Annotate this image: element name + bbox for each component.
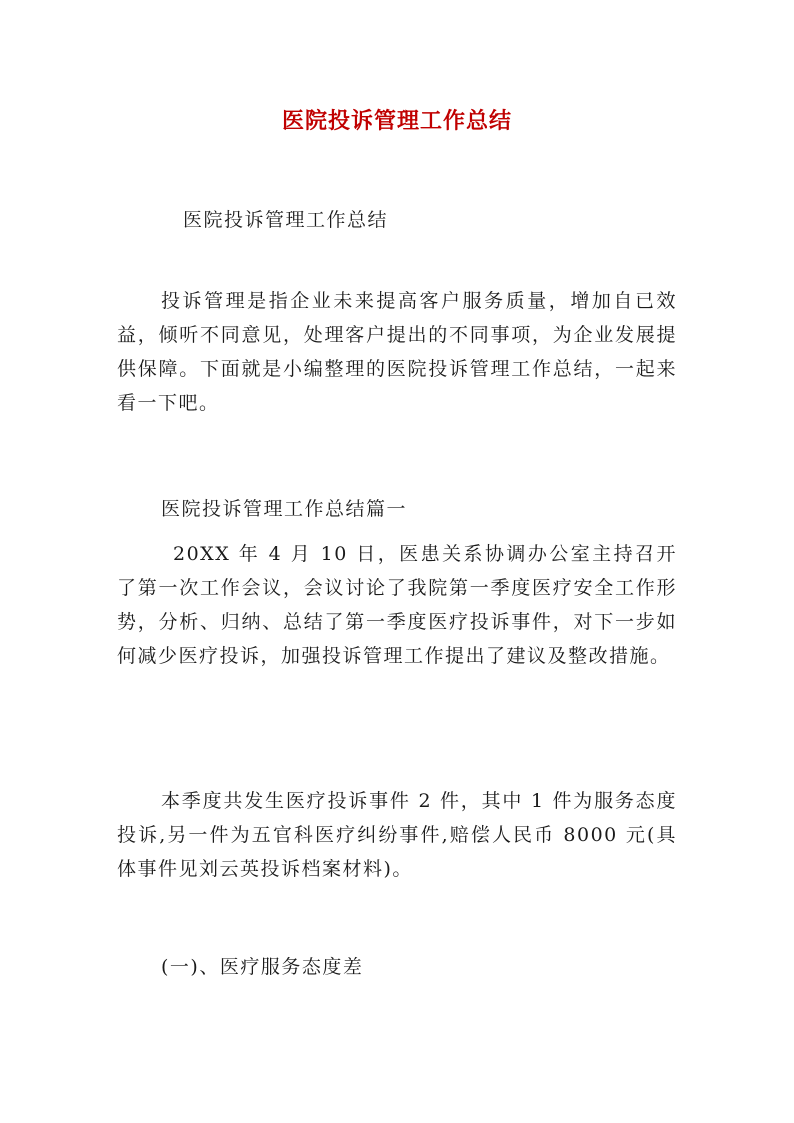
document-title: 医院投诉管理工作总结 <box>281 108 512 134</box>
section-heading: 医院投诉管理工作总结篇一 <box>161 498 408 520</box>
list-item-heading: (一)、医疗服务态度差 <box>161 956 364 978</box>
document-subtitle: 医院投诉管理工作总结 <box>183 209 389 231</box>
intro-paragraph: 投诉管理是指企业未来提高客户服务质量，增加自已效益，倾听不同意见，处理客户提出的不同事项，为企业发展提供保障。下面就是小编整理的医院投诉管理工作总结，一起来看一下吧。 <box>117 290 677 414</box>
body-paragraph-2: 本季度共发生医疗投诉事件 2 件，其中 1 件为服务态度投诉,另一件为五官科医疗纠纷事件,赔偿人民币 8000 元(具体事件见刘云英投诉档案材料)。 <box>117 790 677 880</box>
body-paragraph-1: 20XX 年 4 月 10 日，医患关系协调办公室主持召开了第一次工作会议，会议讨论了我院第一季度医疗安全工作形势，分析、归纳、总结了第一季度医疗投诉事件，对下一步如何减少医疗投诉，加强投诉管理工作提出了建议及整改措施。 <box>117 543 677 667</box>
